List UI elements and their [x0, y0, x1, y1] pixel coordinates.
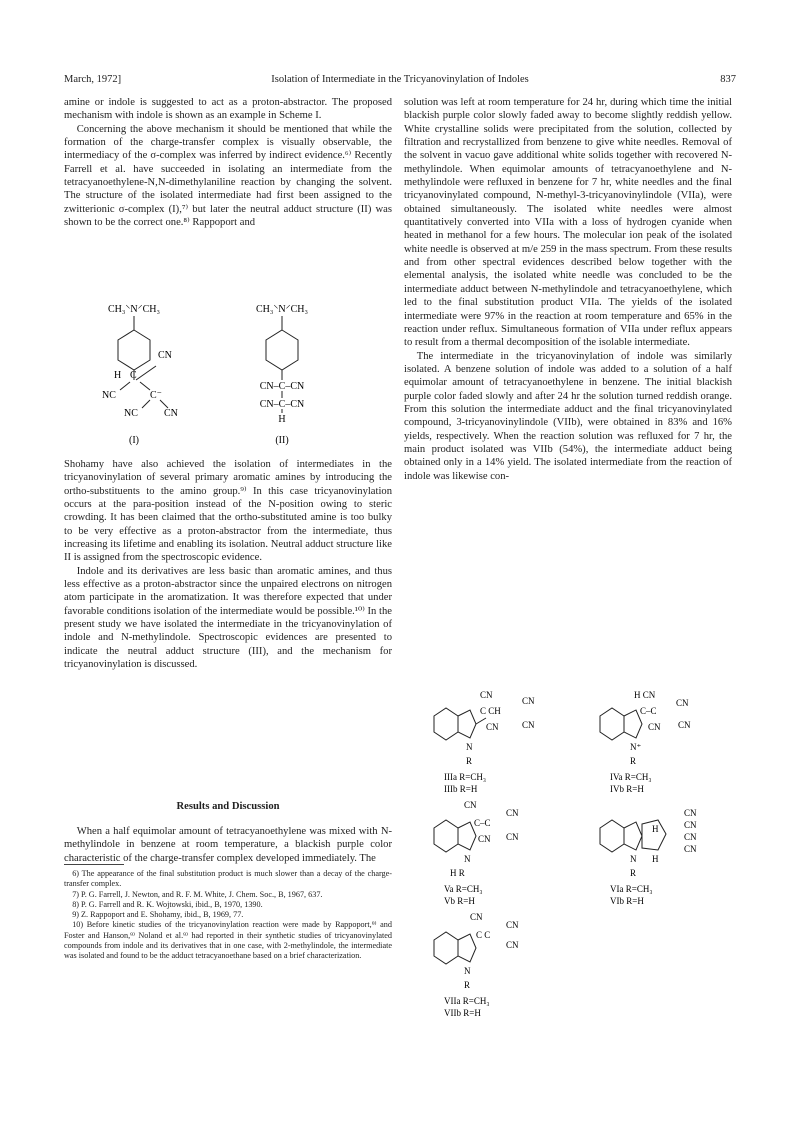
structure-II-label: (II) — [275, 435, 289, 446]
structure-IV-hcn: H CN — [634, 690, 656, 700]
structure-III — [434, 690, 535, 794]
structure-I-label: (I) — [129, 435, 139, 446]
structure-III-cn4: CN — [522, 720, 535, 730]
left-column — [64, 96, 392, 229]
structure-I-cn: CN — [158, 350, 172, 361]
structure-V-cn: CN — [464, 800, 477, 810]
structure-III-cn2: CN — [522, 696, 535, 706]
structure-Vb-label: Vb R=H — [444, 896, 475, 906]
section-heading: Results and Discussion — [176, 801, 280, 812]
footnote-10: 10) Before kinetic studies of the tricyanovinylation reaction were made by Rappoport,⁹⁾ and Foster and Hanson,⁹⁾ Noland et al.⁹⁾ had reported in their synthetic studies of tricyanovinylated compounds from indole and its derivatives that in one case, with 2-methylindole, the intermediate was isolated and found to be the adduct tetracyanoethane based on a brief characterization. — [64, 920, 392, 961]
structure-V-cn4: CN — [506, 832, 519, 842]
footnote-9: 9) Z. Rappoport and E. Shohamy, ibid., B, 1969, 77. — [72, 910, 244, 920]
footnote-6: 6) The appearance of the final substitution product is much slower than a decay of the charge-transfer complex. — [64, 869, 392, 889]
structure-VII-cc: C C — [476, 930, 491, 940]
structure-III-r: R — [466, 756, 473, 766]
right-column — [404, 96, 732, 483]
header-title: Isolation of Intermediate in the Tricyanovinylation of Indoles — [271, 74, 529, 85]
structure-VII — [434, 912, 519, 1018]
structure-VII-cn2: CN — [506, 920, 519, 930]
structure-VIa-label: VIa R=CH₃ — [610, 884, 653, 894]
structure-IV-n: N⁺ — [630, 742, 642, 752]
structure-V-n: N — [464, 854, 471, 864]
left-column-continued — [64, 458, 392, 672]
structure-VII-r: R — [464, 980, 471, 990]
structure-VIb-label: VIb R=H — [610, 896, 644, 906]
structure-IV-cn2: CN — [648, 722, 661, 732]
structure-II-h: H — [278, 414, 286, 425]
structure-IV-cn3: CN — [678, 720, 691, 730]
structure-IV-r: R — [630, 756, 637, 766]
structure-IV-cc: C–C — [640, 706, 657, 716]
structure-VI-cn3: CN — [684, 832, 697, 842]
structure-VI-h2: H — [652, 854, 659, 864]
structures-III-VII — [404, 688, 732, 1028]
footnote-rule — [64, 864, 124, 865]
structure-IIIa-label: IIIa R=CH₃ — [444, 772, 486, 782]
structure-I — [102, 304, 178, 446]
structure-VI — [600, 808, 697, 906]
structure-VI-cn4: CN — [684, 844, 697, 854]
structure-IIIb-label: IIIb R=H — [444, 784, 478, 794]
structure-II-row2: CN–C–CN — [259, 399, 305, 410]
structure-I-nc2: NC — [124, 408, 138, 419]
footnote-8: 8) P. G. Farrell and R. K. Wojtowski, ibid., B, 1970, 1390. — [72, 899, 263, 909]
structure-III-cn: CN — [480, 690, 493, 700]
structure-IVa-label: IVa R=CH₃ — [610, 772, 652, 782]
header-page-number: 837 — [720, 74, 736, 85]
left-paragraph-5: When a half equimolar amount of tetracyanoethylene was mixed with N-methylindole in benzene at room temperature, a blackish purple color characteristic of the charge-transfer complex developed immediately. The — [64, 826, 392, 864]
running-header — [64, 74, 736, 88]
footnote-7: 7) P. G. Farrell, J. Newton, and R. F. M. White, J. Chem. Soc., B, 1967, 637. — [72, 889, 323, 899]
structure-IV — [600, 690, 691, 794]
structure-I-cminus: C⁻ — [150, 390, 162, 401]
left-column-results — [64, 825, 392, 865]
structure-II — [256, 304, 308, 446]
structure-I-amine: CH₃⸌N⸍CH₃ — [108, 304, 160, 315]
footnotes — [64, 869, 392, 962]
structure-VIIb-label: VIIb R=H — [444, 1008, 481, 1018]
structure-I-cn2: CN — [164, 408, 178, 419]
structure-IVb-label: IVb R=H — [610, 784, 644, 794]
structure-VI-h1: H — [652, 824, 659, 834]
left-paragraph-2: Concerning the above mechanism it should be mentioned that while the formation of the charge-transfer complex is visually observable, the intermediacy of the σ-complex was inferred by indirect evidence.⁶⁾ Recently Farrell et al. have succeeded in isolating an intermediate from the tetracyanoethylene-N,N-dimethylaniline reaction by changing the solvent. The structure of the isolated intermediate had first been assigned to the zwitterionic σ-complex (I),⁷⁾ but later the neutral adduct structure (II) was shown to be the correct one.⁸⁾ Rappoport and — [64, 123, 392, 229]
structure-I-c: C — [130, 370, 137, 381]
structure-VIIa-label: VIIa R=CH₃ — [444, 996, 490, 1006]
left-paragraph-1: amine or indole is suggested to act as a proton-abstractor. The proposed mechanism with indole is shown as an example in Scheme I. — [64, 97, 392, 122]
structure-V-hr: H R — [450, 868, 465, 878]
header-date: March, 1972] — [64, 74, 122, 85]
structure-V-cc: C–C — [474, 818, 491, 828]
structure-IV-cn: CN — [676, 698, 689, 708]
left-paragraph-3: Shohamy have also achieved the isolation of intermediates in the tricyanovinylation of several primary aromatic amines by introducing the ortho-substituents to the amino group.⁹⁾ In this case tricyanovinylation occurs at the para-position instead of the N-position owing to steric crowding. It has been claimed that the ortho-substituted amine is too bulky to be very effective as a proton-abstractor from the intermediate, thus increasing its lifetime and enabling its isolation. Neutral adduct structure like II is assigned from the spectroscopic evidence. — [64, 459, 392, 564]
structure-VI-n: N — [630, 854, 637, 864]
structure-VI-r: R — [630, 868, 637, 878]
structure-VI-cn2: CN — [684, 820, 697, 830]
structure-Va-label: Va R=CH₃ — [444, 884, 483, 894]
structure-V-cn3: CN — [478, 834, 491, 844]
structure-II-row1: CN–C–CN — [259, 381, 305, 392]
structures-I-II — [64, 300, 392, 450]
structure-I-h: H — [114, 370, 122, 381]
structure-VII-cn3: CN — [506, 940, 519, 950]
right-paragraph-2: The intermediate in the tricyanovinylation of indole was similarly isolated. A benzene solution of indole was added to a solution of a half equimolar amount of tetracyanoethylene in benzene. The initial blackish purple color faded slowly and after 24 hr the solution turned reddish orange. From this solution the intermediate adduct and the final tricyanovinylated compound, 3-tricyanovinylindole (VIIb), were obtained in 83% and 16% yields, respectively. When the reaction solution was refluxed for 7 hr, the main product isolated was VIIb (54%), the intermediate adduct being obtained only in a 14% yield. The isolated intermediate from the reaction of indole was likewise con- — [404, 350, 732, 482]
structure-III-n: N — [466, 742, 473, 752]
left-paragraph-4: Indole and its derivatives are less basic than aromatic amines, and thus less effective as a proton-abstractor since the unpaired electrons on nitrogen atom participate in the aromatization. It was therefore expected that under favorable conditions isolation of the intermediate would be possible.¹⁰⁾ In the present study we have isolated the intermediate in the tricyanovinylation of indole and N-methylindole. Spectroscopic evidences are presented to indicate the neutral adduct structure (III), and the mechanism for tricyanovinylation is discussed. — [64, 565, 392, 671]
right-paragraph-1: solution was left at room temperature for 24 hr, during which time the initial blackish purple color slowly faded away to become slightly reddish yellow. White crystalline solids were precipitated from the solution, collected by filtration and recrystallized from benzene to give white needles. Removal of the solvent in vacuo gave additional white solids together with recovered N-methylindole. When equimolar amounts of tetracyanoethylene and N-methylindole were refluxed in benzene for 7 hr, white needles and the final tricyanovinylated compound, N-methyl-3-tricyanovinylindole (VIIa), were obtained simultaneously. The isolated white needles were almost quantitatively converted into VIIa with a loss of hydrogen cyanide when heated in methanol for a few hours. The molecular ion peak of the isolated white needle is observed at m/e 259 in the mass spectrum. From these results and from other spectral evidences described below together with the elemental analysis, the isolated white needle was concluded to be the intermediate adduct between N-methylindole and tetracyanoethylene, which led to the final substitution product VIIa. The yields of the isolated intermediate were 97% in the reaction at room temperature and 65% in the reaction under reflux. Simultaneous formation of VIIa under reflux appears to result from a thermal decomposition of the isolable intermediate. — [404, 97, 732, 349]
structure-VI-cn1: CN — [684, 808, 697, 818]
structure-I-nc: NC — [102, 390, 116, 401]
structure-VII-cn: CN — [470, 912, 483, 922]
structure-III-cn3: CN — [486, 722, 499, 732]
structure-VII-n: N — [464, 966, 471, 976]
structure-III-ch: C CH — [480, 706, 501, 716]
structure-II-amine: CH₃⸌N⸍CH₃ — [256, 304, 308, 315]
structure-V — [434, 800, 519, 906]
structure-V-cn2: CN — [506, 808, 519, 818]
